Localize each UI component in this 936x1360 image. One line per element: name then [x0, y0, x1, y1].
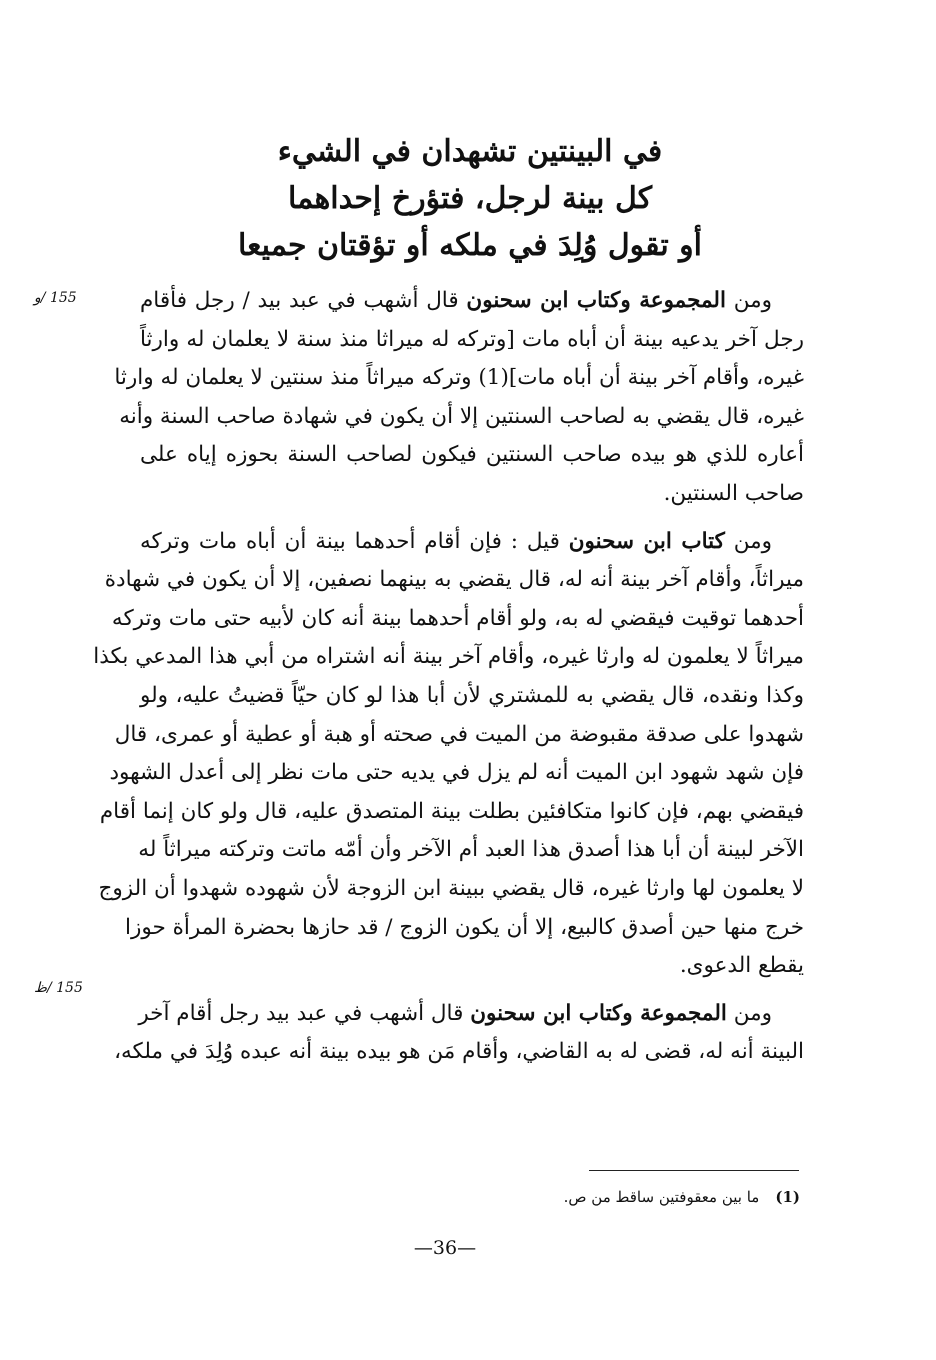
source-citation: المجموعة وكتاب ابن سحنون	[470, 1000, 727, 1026]
heading-line-2: كل بينة لرجل، فتؤرخ إحداهما	[288, 181, 652, 216]
paragraph-2	[93, 523, 804, 986]
paragraph-3	[114, 995, 804, 1072]
body-text	[93, 282, 804, 1081]
source-citation: المجموعة وكتاب ابن سحنون	[466, 288, 726, 313]
paragraph-3-line-1: ومن المجموعة وكتاب ابن سحنون قال أشهب في عبد بيد رجل أقام آخر	[138, 1000, 772, 1026]
paragraph-1-line-4: غيره، قال يقضي به لصاحب السنتين إلا أن يكون في شهادة صاحب السنة وأنه	[119, 403, 804, 429]
paragraph-2-line-8: فيقضي بهم، فإن كانوا متكافئين بطلت بينة المتصدق عليه، قال ولو كان إنما أقام	[99, 798, 804, 824]
paragraph-1-line-5: أعاره للذي هو بيده صاحب السنتين فيكون لصاحب السنة بحوزه إياه على	[140, 442, 804, 468]
chapter-heading	[140, 128, 800, 269]
paragraph-2-line-9: الآخر لبينة أن أبا هذا أصدق هذا العبد أم الآخر وأن أمّه ماتت وتركته ميراثاً له	[138, 837, 804, 863]
source-citation: كتاب ابن سحنون	[568, 528, 725, 554]
paragraph-1-line-6: صاحب السنتين.	[663, 480, 804, 506]
footnote-text: ما بين معقوفتين ساقط من ص.	[563, 1188, 760, 1206]
paragraph-2-line-2: ميراثاً، وأقام آخر بينة أنه له، قال يقضي به بينهما نصفين، إلا أن يكون في شهادة	[104, 567, 804, 593]
paragraph-2-line-6: شهدوا على صدقة مقبوضة من الميت في صحته أو هبة أو عطية أو عمرى، قال	[114, 721, 804, 747]
margin-folio-note-1: 155 /و	[34, 290, 77, 306]
paragraph-2-line-3: أحدهما توقيت فيقضي له به، ولو أقام أحدهما بينة أنه كان لأبيه حتى مات وتركه	[111, 605, 804, 631]
paragraph-2-line-1: ومن كتاب ابن سحنون قيل : فإن أقام أحدهما بينة أن أباه مات وتركه	[140, 528, 772, 554]
paragraph-2-line-11: خرج منها حين أصدق كالبيع، إلا أن يكون الزوج / قد حازها بحضرة المرأة حوزا	[125, 914, 804, 940]
paragraph-2-line-7: فإن شهد شهود ابن الميت أنه لم يزل في يديه حتى مات نظر إلى أعدل الشهود	[109, 760, 804, 786]
paragraph-3-line-2: البينة أنه له، قضى له به القاضي، وأقام مَن هو بيده بينة أنه عبده وُلِدَ في ملكه،	[114, 1039, 804, 1065]
paragraph-2-line-5: وكذا ونقده، قال يقضي به للمشتري لأن أبا هذا لو كان حيّاً قضيتُ عليه، ولو	[140, 682, 804, 708]
paragraph-1-line-2: رجل آخر يدعيه بينة أن أباه مات [وتركه له ميراثا منذ سنة لا يعلمان له وارثاً	[140, 326, 804, 352]
footnote-number: (1)	[775, 1188, 800, 1206]
page-number: —36—	[413, 1237, 477, 1259]
heading-line-3: أو تقول وُلِدَ في ملكه أو تؤقتان جميعا	[238, 228, 702, 263]
margin-folio-note-2: 155 /ظ	[34, 980, 83, 996]
paragraph-1	[114, 282, 804, 514]
paragraph-1-line-1: ومن المجموعة وكتاب ابن سحنون قال أشهب في عبد بيد / رجل فأقام	[140, 288, 772, 313]
paragraph-2-line-12: يقطع الدعوى.	[679, 953, 804, 979]
paragraph-2-line-4: ميراثاً لا يعلمون له وارثا غيره، وأقام آخر بينة أنه اشتراه من أبي هذا المدعي بكذا	[93, 644, 804, 670]
footnote-divider	[589, 1170, 799, 1171]
footnote	[480, 1188, 800, 1206]
paragraph-2-line-10: لا يعلمون لها وارثا غيره، قال يقضي ببينة ابن الزوجة لأن شهوده شهدوا أن الزوج	[98, 875, 804, 901]
paragraph-1-line-3: غيره، وأقام آخر بينة أن أباه مات](1) وتركه ميراثاً منذ سنتين لا يعلمان له وارثا	[114, 365, 804, 391]
heading-line-1: في البينتين تشهدان في الشيء	[277, 134, 663, 169]
